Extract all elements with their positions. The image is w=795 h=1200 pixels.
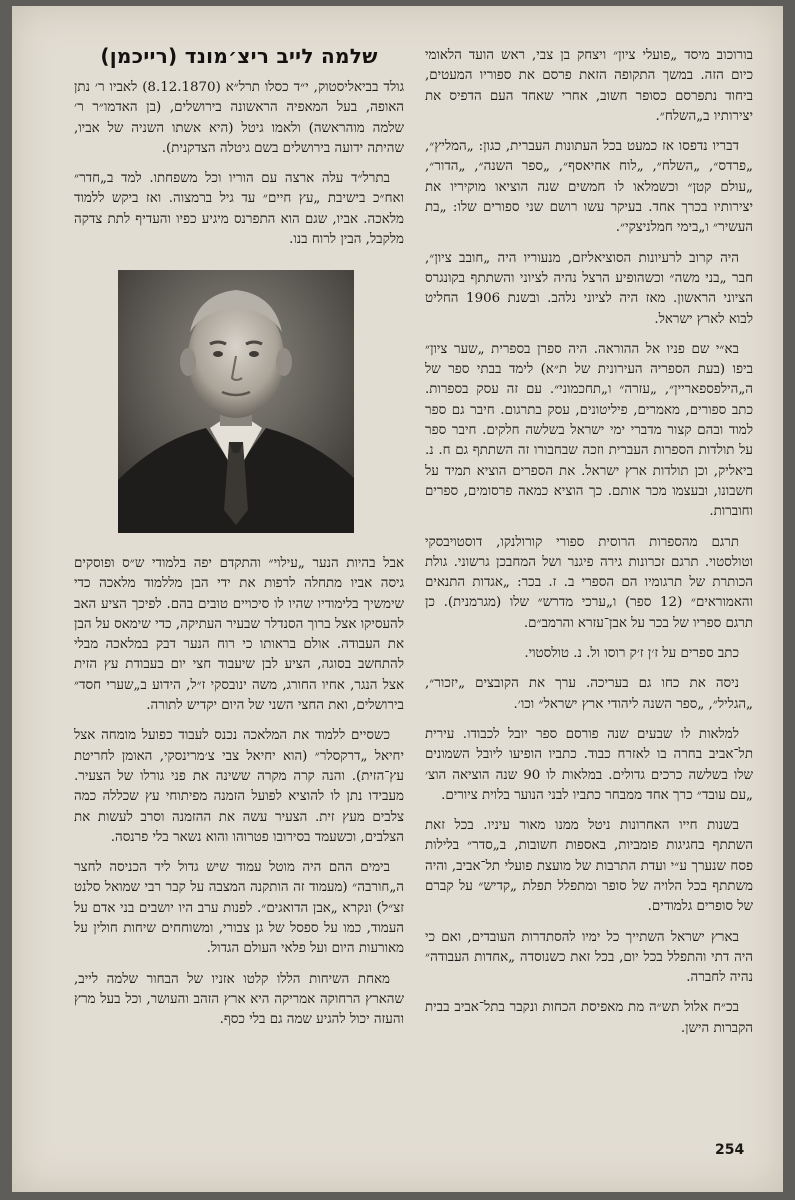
article-title: שלמה לייב ריצ׳מונד (רייכמן): [100, 44, 378, 68]
paragraph: כשסיים ללמוד את המלאכה נכנס לעבוד כפועל מומחה אצל יחיאל „דרקסלר״ (הוא יחיאל צבי צ׳מרינסקי, האומן לחריטת עץ־הזית). והנה קרה מקרה ששינה את פני גורלו של הצעיר. מעבידו נתן לו להוציא לפועל הזמנה מפיתוחי עץ שכללה כמה צלבים מעץ זית. הצעיר עשה את ההזמנה וסרב לעשות את הצלבים, וכשעמד בסירובו פטרוהו והוא נשאר בלי פרנסה.: [74, 728, 404, 845]
paragraph: דבריו נדפסו אז כמעט בכל העתונות העברית, כגון: „המליץ״, „פרדס״, „השלח״, „לוח אחיאסף״, „ספר השנה״, „הדור״, „עולם קטן״ וכשמלאו לו חמשים שנה הוציאו מוקיריו את יצירותיו בכרך אחד. בעיקר עשו רושם שני ספורים שלו: „בת העשיר״ ו„בימי חמלניצקי״.: [425, 139, 753, 236]
paragraph: בשנות חייו האחרונות ניטל ממנו מאור עיניו. בכל זאת השתתף בחגיגות פומביות, באספות חשובות, ב„סדר״ בלילות פסח שנערך ע״י ועדת התרבות של מועצת פועלי תל־אביב, והיה משתתף בכל הלויה של סופר ומתפלל תפלת „קדיש״ על קברם של סופרים גלמודים.: [425, 818, 753, 915]
page-number: 254: [715, 1142, 745, 1158]
paragraph: היה קרוב לרעיונות הסוציאליזם, מנעוריו היה „חובב ציון״, חבר „בני משה״ וכשהופיע הרצל נהיה לציוני והשתתף בקונגרס הציוני הראשון. מאז היה לציוני נלהב. ובשנת 1906 החליט לבוא לארץ ישראל.: [425, 250, 754, 327]
paragraph: תרגם מהספרות הרוסית ספורי קורולנקו, דוסטויבסקי וטולסטוי. תרגם זכרונות גירה פיגנר ושל המחבכן גרשוני. גולת הכותרת של תרגומיו הם הספרי ב. ז. בכר: „אגדות התנאים והאמוראים״ (12 ספר) ו„ערכי מדרש״ שלו (מגרמנית). כן תרגם ספריו של בכר על אבן־עזרא והרמב״ם.: [425, 534, 754, 631]
portrait-illustration: [118, 270, 354, 533]
paragraph: בכ״ח אלול תש״ה מת מאפיסת הכחות ונקבר בתל־אביב בבית הקברות הישן.: [425, 1000, 753, 1036]
portrait-photo: [118, 270, 354, 533]
paragraph: בימים ההם היה מוטל עמוד שיש גדול ליד הכניסה לחצר ה„חורבה״ (מעמוד זה הותקנה המצבה על קבר רבי שמואל סלנט זצ״ל) ונקרא „אבן הדואגים״. לפנות ערב היו יושבים בני אדם על העמוד, כמו על ספסל של גן צבורי, ומשוחחים שיחות חולין על מאורעות היום ועל פלאי העולם הגדול.: [74, 860, 404, 957]
paragraph: כתב ספרים על ז׳ן ז׳ק רוסו ול. נ. טולסטוי.: [524, 646, 739, 662]
paragraph: למלאות לו שבעים שנה פורסם ספר יובל לכבודו. עירית תל־אביב בחרה בו לאזרח כבוד. כתביו הופיעו ליובל השמונים שלו בשלשה כרכים גדולים. במלאות לו 90 שנה הוציאה הוצ׳ „עם עובד״ כרך אחד ממבחר כתביו לבני הנוער בלוית ציורים.: [425, 726, 753, 803]
page-sheet: [12, 6, 783, 1192]
paragraph: בא״י שם פניו אל ההוראה. היה ספרן בספרית „שער ציון״ ביפו (בעת הספריה העירונית של ת״א) לימד בבתי ספר של ה„הילפספאריין״, „עזרה״ ו„תחכמוני״. עם זה עסק בספרות. כתב ספורים, מאמרים, פיליטונים, עסק בתרגום. חיבר גם ספר למוד ובהם קצור מדברי ימי ישראל בשלשה חלקים. חיבר ספר על תולדות הספרות העברית וזכה שבחבורו זה השתתף גם ח. נ. ביאליק, וכן תולדות ארץ ישראל. את הספרים הוציא תמיד על חשבונו, ובעצמו מכר אותם. כך הוציא כמאה פרסומים, ספרים וחוברות.: [425, 341, 753, 520]
paragraph: בורוכוב מיסד „פועלי ציון״ ויצחק בן צבי, ראש הועד הלאומי כיום הזה. במשך התקופה הזאת פרסם את ספוריו המעטים, ביחוד נתפרסם כסופר חשוב, אחרי שאחד העם הדפיס את יצירותיו ב„השלח״.: [425, 48, 753, 124]
left-column-bottom: [74, 554, 404, 1041]
paragraph: בארץ ישראל השתייך כל ימיו להסתדרות העובדים, ואם כי היה דתי והתפלל בכל יום, בכל זאת כשנוסדה „אחדות העבודה״ נהיה לחברה.: [425, 929, 753, 986]
paragraph: ניסה את כחו גם בעריכה. ערך את הקובצים „יזכור״, „הגליל״, „ספר השנה ליהודי ארץ ישראל״ וכו׳.: [425, 676, 753, 712]
paragraph: גולד בביאליסטוק, י״ד כסלו תרל״א (8.12.1870) לאביו ר׳ נתן האופה, בעל המאפיה הראשונה בירושלים, (בן האדמו״ר ר׳ שלמה מוהראשה) ולאמו גיטל (היא אשתו השניה של אביו, שהיתה ידועה בירושלים בשם גיטלה הצדקנית).: [74, 80, 404, 156]
right-column: [425, 46, 753, 1049]
left-column-top: [74, 78, 404, 260]
paragraph: אבל בהיות הנער „עילוי״ והתקדם יפה בלמודי ש״ס ופוסקים גיסה אביו מתחלה לרפות את ידי הבן מללמוד מלאכה כדי שימשיך בלימודיו שהיו לו סיכויים טובים בהם. לפיכך הציע האב להעסיקו אצל ברוך הסנדלר שבעיר העתיקה, כדי שימאס על הבן את העבודה. אולם בראותו כי רוח הנער דבק במלאכה מבלי להתחשב בסוגה, הציע לבן שיעבוד חצי יום בעבודת עץ הזית אצל הנגר, אחיו החורג, משה ינובסקי ז״ל, הידוע ב„שערי חסד״ בירושלים, ואת החצי השני של היום יקדיש לתורה.: [74, 556, 404, 714]
paragraph: בתרל״ד עלה ארצה עם הוריו וכל משפחתו. למד ב„חדר״ ואח״כ בישיבת „עץ חיים״ עד גיל ברמצוה. ואז ביקש ללמוד מלאכה. אביו, שגם הוא התפרנס מיגיע כפיו והעדיף לתת צדקה מלקבל, הבין לרוח בנו.: [74, 171, 404, 248]
paragraph: מאחת השיחות הללו קלטו אזניו של הבחור שלמה לייב, שהארץ הרחוקה אמריקה היא ארץ הזהב והעושר, וכל בעל מרץ והעזה יכול להגיע שמה גם בלי כסף.: [74, 971, 404, 1028]
